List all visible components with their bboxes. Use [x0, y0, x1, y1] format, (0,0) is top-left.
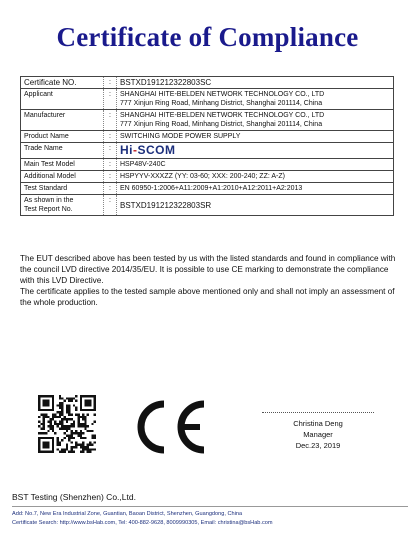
manufacturer-address: 777 Xinjun Ring Road, Minhang District, Shanghai 201114, China	[120, 121, 323, 128]
table-row	[21, 131, 394, 143]
row-separator: :	[104, 143, 117, 159]
row-label: Manufacturer	[21, 110, 104, 131]
row-separator: :	[104, 171, 117, 183]
certificate-number: BSTXD191212322803SC	[117, 77, 394, 89]
row-separator: :	[104, 159, 117, 171]
compliance-statement	[20, 253, 396, 308]
signature-date: Dec.23, 2019	[295, 441, 341, 450]
trade-name-value	[117, 143, 394, 159]
row-label: Trade Name	[21, 143, 104, 159]
qr-code-icon	[38, 395, 96, 453]
certificate-title: Certificate of Compliance	[56, 22, 359, 52]
row-label-line: As shown in the	[24, 197, 74, 204]
table-row	[21, 110, 394, 131]
row-separator: :	[104, 131, 117, 143]
table-row	[21, 77, 394, 89]
row-separator: :	[104, 89, 117, 110]
additional-model-value: HSPYYV-XXXZZ (YY: 03-60; XXX: 200-240; ZZ: A-Z)	[117, 171, 394, 183]
product-name-value: SWITCHING MODE POWER SUPPLY	[117, 131, 394, 143]
row-label	[21, 195, 104, 216]
hi-scom-logo: Hi-SCOM	[120, 143, 176, 157]
applicant-address: 777 Xinjun Ring Road, Minhang District, Shanghai 201114, China	[120, 100, 323, 107]
table-row	[21, 89, 394, 110]
test-standard-value: EN 60950-1:2006+A11:2009+A1:2010+A12:2011+A2:2013	[117, 183, 394, 195]
ce-mark-icon	[130, 398, 210, 456]
row-label: Applicant	[21, 89, 104, 110]
signature-block	[262, 412, 374, 451]
table-row	[21, 183, 394, 195]
row-label-line: Test Report No.	[24, 206, 73, 213]
row-label: Additional Model	[21, 171, 104, 183]
signatory-name: Christina Deng	[293, 419, 343, 428]
table-row	[21, 195, 394, 216]
row-separator: :	[104, 110, 117, 131]
table-row	[21, 143, 394, 159]
row-label: Main Test Model	[21, 159, 104, 171]
company-address: Add: No.7, New Era Industrial Zone, Guantian, Baoan District, Shenzhen, Guangdong, China	[12, 511, 243, 517]
company-contact: Certificate Search: http://www.bsHab.com, Tel: 400-882-9628, 8009990305, Email: christina@bsHab.com	[12, 520, 273, 526]
manufacturer-name: SHANGHAI HITE-BELDEN NETWORK TECHNOLOGY CO., LTD	[120, 112, 325, 119]
row-separator: :	[104, 77, 117, 89]
main-test-model-value: HSP48V-240C	[117, 159, 394, 171]
table-row	[21, 159, 394, 171]
applicant-name: SHANGHAI HITE-BELDEN NETWORK TECHNOLOGY CO., LTD	[120, 91, 325, 98]
statement-paragraph: The certificate applies to the tested sample above mentioned only and shall not imply an assessment of the whole production.	[20, 287, 395, 307]
table-row	[21, 171, 394, 183]
certificate-info-table	[20, 76, 394, 216]
row-separator: :	[104, 183, 117, 195]
row-label: Test Standard	[21, 183, 104, 195]
manufacturer-value	[117, 110, 394, 131]
signatory-role: Manager	[303, 430, 333, 439]
statement-paragraph: The EUT described above has been tested by us with the listed standards and found in compliance with the council LVD directive 2014/35/EU. It is possible to use CE marking to demonstrate the compliance with this LVD Directive.	[20, 254, 396, 285]
row-label: Product Name	[21, 131, 104, 143]
footer-divider	[12, 506, 408, 507]
signature-line	[262, 412, 374, 413]
applicant-value	[117, 89, 394, 110]
company-name: BST Testing (Shenzhen) Co.,Ltd.	[12, 492, 136, 502]
footer	[12, 492, 408, 528]
test-report-number: BSTXD191212322803SR	[117, 195, 394, 216]
row-separator: :	[104, 195, 117, 216]
row-label: Certificate NO.	[21, 77, 104, 89]
